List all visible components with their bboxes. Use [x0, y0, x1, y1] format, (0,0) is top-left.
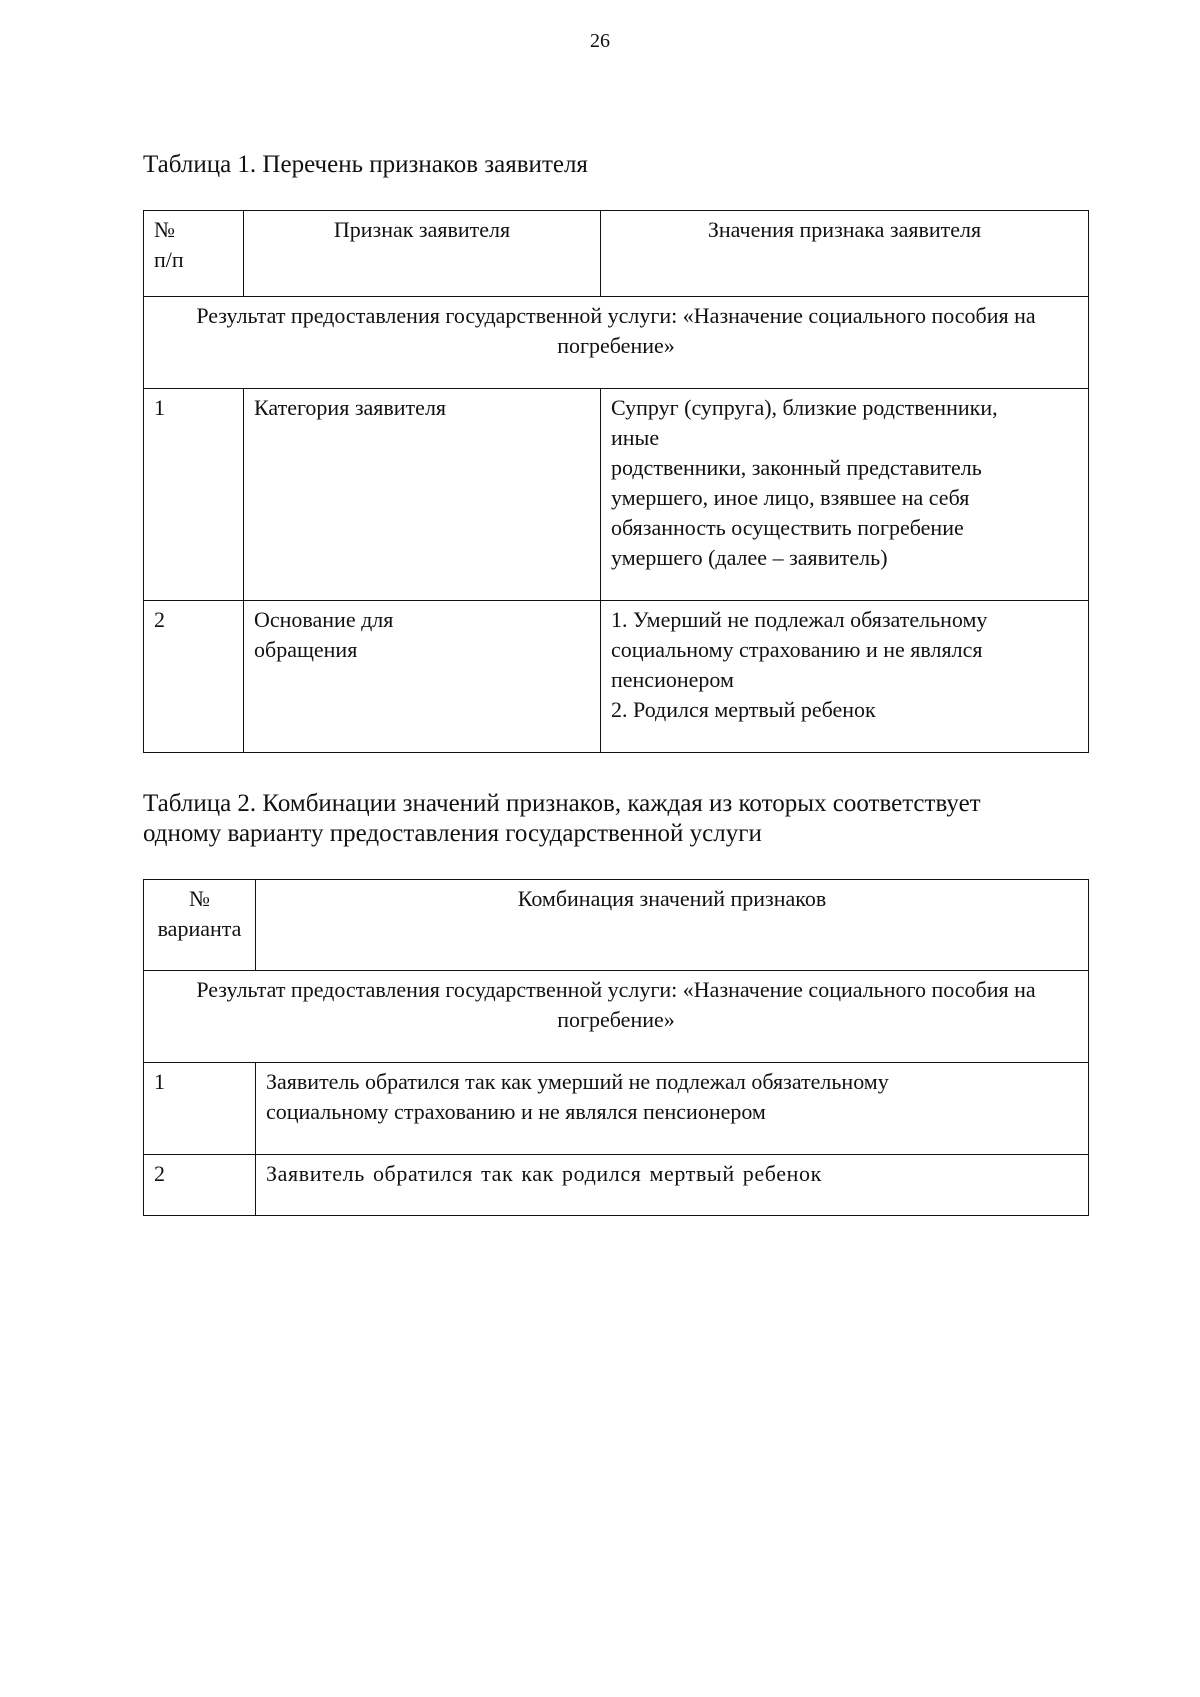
page-number: 26: [590, 30, 610, 52]
combination-line: социальному страхованию и не являлся пенсионером: [266, 1099, 766, 1124]
header-variant-symbol: №: [189, 886, 210, 911]
value-line: пенсионером: [611, 667, 734, 692]
row-num: 2: [154, 1161, 165, 1186]
header-num-label: п/п: [154, 247, 184, 272]
table-row: [144, 601, 1089, 753]
table2-caption-line2: одному варианту предоставления государственной услуги: [143, 820, 762, 847]
row-text-cell: [256, 1063, 1089, 1155]
feature-line: обращения: [254, 637, 358, 662]
table2-caption: [143, 789, 1063, 849]
value-line: 1. Умерший не подлежал обязательному: [611, 607, 988, 632]
value-line: умершего, иное лицо, взявшее на себя: [611, 485, 970, 510]
header-num-symbol: №: [154, 217, 175, 242]
row-text-cell: [256, 1155, 1089, 1216]
row-num: 1: [154, 395, 165, 420]
row-feature-cell: [244, 601, 601, 753]
result-line1: Результат предоставления государственной услуги: «Назначение социального пособия на: [196, 303, 1036, 328]
header-feature-cell: [244, 211, 601, 297]
table2-header-row: [144, 880, 1089, 971]
header-combination: Комбинация значений признаков: [517, 886, 827, 911]
value-line: Супруг (супруга), близкие родственники,: [611, 395, 998, 420]
table-row: [144, 1063, 1089, 1155]
table2-result-row: [144, 971, 1089, 1063]
value-line: умершего (далее – заявитель): [611, 545, 888, 570]
combination-line: Заявитель обратился так как умерший не подлежал обязательному: [266, 1069, 889, 1094]
result-line2: погребение»: [557, 1007, 675, 1032]
table1-header-row: [144, 211, 1089, 297]
applicant-features-table: [143, 210, 1089, 753]
row-num: 2: [154, 607, 165, 632]
row-num: 1: [154, 1069, 165, 1094]
value-line: социальному страхованию и не являлся: [611, 637, 983, 662]
header-combination-cell: [256, 880, 1089, 971]
table1-caption: Таблица 1. Перечень признаков заявителя: [143, 151, 588, 178]
header-variant-label: варианта: [157, 916, 242, 941]
table1-result-cell: [144, 297, 1089, 389]
header-values-cell: [601, 211, 1089, 297]
table2-caption-line1: Таблица 2. Комбинации значений признаков, каждая из которых соответствует: [143, 790, 981, 817]
row-num-cell: [144, 601, 244, 753]
value-line: обязанность осуществить погребение: [611, 515, 964, 540]
table2-result-cell: [144, 971, 1089, 1063]
table-row: [144, 1155, 1089, 1216]
row-num-cell: [144, 1063, 256, 1155]
header-feature: Признак заявителя: [333, 217, 511, 242]
feature-line: Основание для: [254, 607, 394, 632]
row-num-cell: [144, 389, 244, 601]
value-line: 2. Родился мертвый ребенок: [611, 697, 876, 722]
row-feature: Категория заявителя: [254, 395, 447, 420]
value-line: иные: [611, 425, 660, 450]
combination-text: Заявитель обратился так как родился мертвый ребенок: [266, 1161, 822, 1186]
row-value-cell: [601, 601, 1089, 753]
result-line2: погребение»: [557, 333, 675, 358]
value-line: родственники, законный представитель: [611, 455, 982, 480]
header-num-cell: [144, 211, 244, 297]
header-variant-cell: [144, 880, 256, 971]
row-feature-cell: [244, 389, 601, 601]
feature-combinations-table: [143, 879, 1089, 1216]
header-values: Значения признака заявителя: [707, 217, 982, 242]
table-row: [144, 389, 1089, 601]
row-num-cell: [144, 1155, 256, 1216]
row-value-cell: [601, 389, 1089, 601]
table1-result-row: [144, 297, 1089, 389]
result-line1: Результат предоставления государственной услуги: «Назначение социального пособия на: [196, 977, 1036, 1002]
